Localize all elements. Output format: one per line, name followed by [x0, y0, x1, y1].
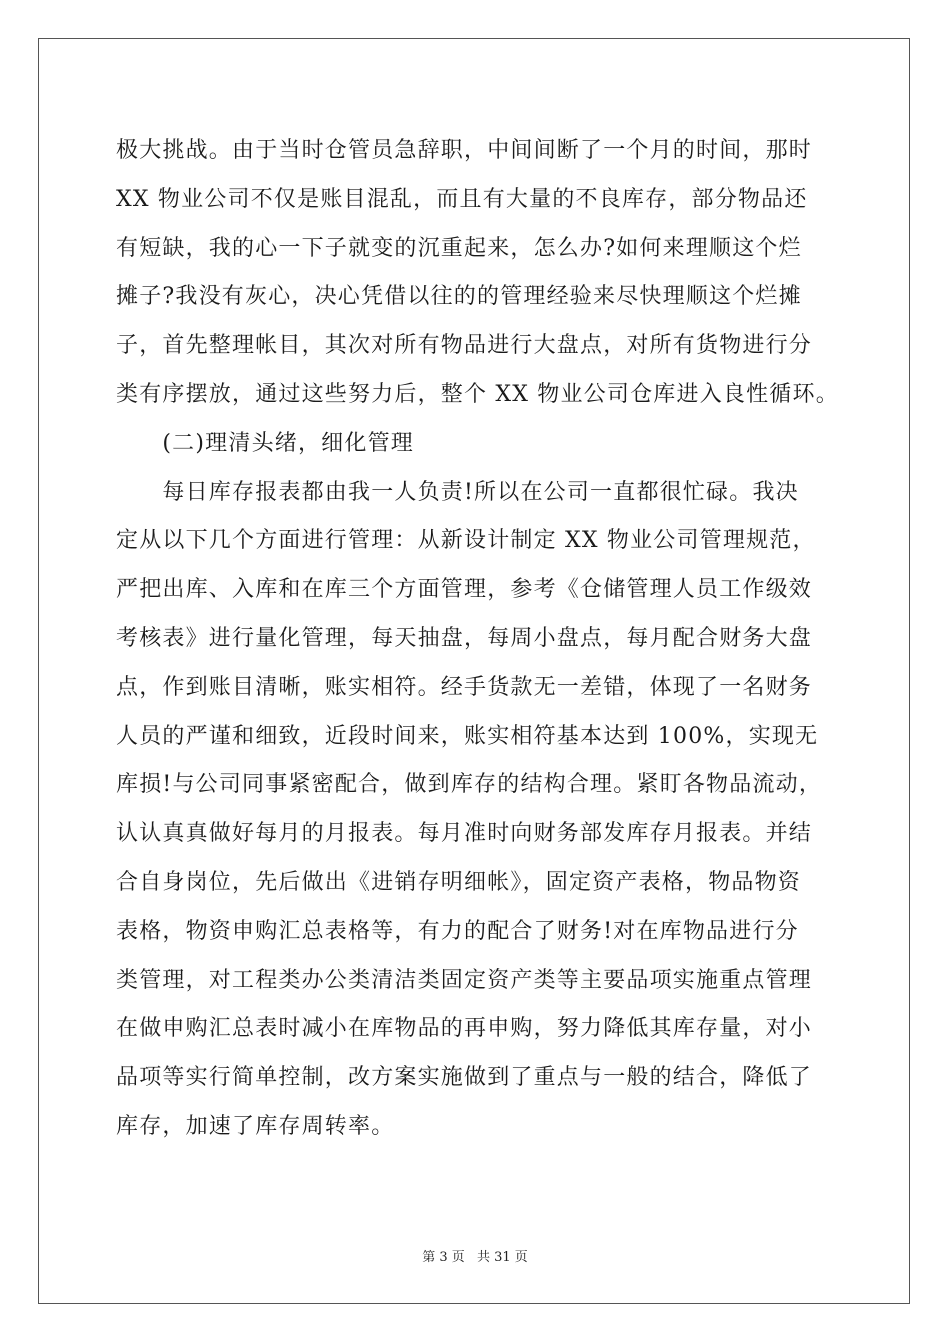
page-footer: [0, 1246, 950, 1265]
text-line: 认认真真做好每月的月报表。每月准时向财务部发库存月报表。并结: [116, 821, 813, 847]
text-line: 合自身岗位，先后做出《进销存明细帐》，固定资产表格，物品物资: [116, 869, 802, 895]
text-line: 库损!与公司同事紧密配合，做到库存的结构合理。紧盯各物品流动，: [116, 772, 823, 798]
text-line: 子，首先整理帐目，其次对所有物品进行大盘点，对所有货物进行分: [116, 333, 813, 359]
text-line: 定从以下几个方面进行管理：从新设计制定 XX 物业公司管理规范，: [116, 528, 816, 554]
text-line: 库存，加速了库存周转率。: [116, 1113, 395, 1139]
text-line: 每日库存报表都由我一人负责!所以在公司一直都很忙碌。我决: [116, 479, 799, 505]
text-line: 极大挑战。由于当时仓管员急辞职，中间间断了一个月的时间，那时: [116, 138, 813, 163]
text-line: 点，作到账目清晰，账实相符。经手货款无一差错，体现了一名财务: [116, 674, 813, 700]
text-line: 在做申购汇总表时减小在库物品的再申购，努力降低其库存量，对小: [116, 1016, 813, 1042]
text-line: 品项等实行简单控制，改方案实施做到了重点与一般的结合，降低了: [116, 1065, 813, 1091]
text-line: 类管理，对工程类办公类清洁类固定资产类等主要品项实施重点管理: [116, 967, 813, 993]
text-line: 严把出库、入库和在库三个方面管理，参考《仓储管理人员工作级效: [116, 577, 813, 603]
text-line: 摊子?我没有灰心，决心凭借以往的的管理经验来尽快理顺这个烂摊: [116, 284, 802, 310]
text-line: 类有序摆放，通过这些努力后，整个 XX 物业公司仓库进入良性循环。: [116, 381, 839, 407]
page-number-total: 共 31 页: [476, 1250, 528, 1265]
body-text: [116, 127, 839, 1152]
section-heading: (二)理清头绪，细化管理: [116, 430, 414, 456]
text-line: 考核表》进行量化管理，每天抽盘，每周小盘点，每月配合财务大盘: [116, 625, 813, 651]
text-line: XX 物业公司不仅是账目混乱，而且有大量的不良库存，部分物品还: [116, 186, 808, 212]
text-line: 有短缺，我的心一下子就变的沉重起来，怎么办?如何来理顺这个烂: [116, 235, 802, 261]
text-line: 表格，物资申购汇总表格等，有力的配合了财务!对在库物品进行分: [116, 918, 799, 944]
text-line: 人员的严谨和细致，近段时间来，账实相符基本达到 100%，实现无: [116, 723, 819, 749]
page-number-current: 第 3 页: [422, 1250, 465, 1265]
